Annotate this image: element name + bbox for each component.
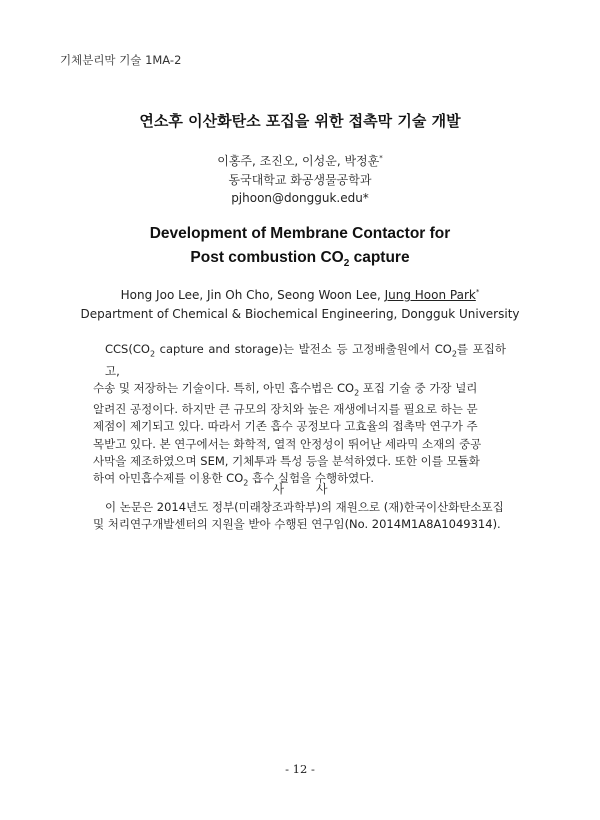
abstract-line: 알려진 공정이다. 하지만 큰 규모의 장치와 높은 재생에너지를 필요로 하는 문 xyxy=(93,402,478,417)
english-title xyxy=(0,222,600,276)
acknowledgement-body xyxy=(93,499,506,533)
author-email: pjhoon@dongguk.edu* xyxy=(231,191,369,205)
abstract-line: 하여 아민흡수제를 이용한 $CO_2$ 흡수 실험을 수행하였다. xyxy=(93,471,375,488)
corresponding-author: Jung Hoon Park xyxy=(384,288,476,302)
english-author-names: Hong Joo Lee, Jin Oh Cho, Seong Woon Lee, Jung Hoon Park* xyxy=(120,288,480,302)
korean-title: 연소후 이산화탄소 포집을 위한 접촉막 기술 개발 xyxy=(139,112,461,130)
korean-author-block xyxy=(0,152,600,208)
acknowledgement-line: 및 처리연구개발센터의 지원을 받아 수행된 연구임(No. 2014M1A8A1049314). xyxy=(93,517,501,532)
korean-affiliation: 동국대학교 화공생물공학과 xyxy=(228,172,372,187)
abstract-line: 수송 및 저장하는 기술이다. 특히, 아민 흡수법은 $CO_2$ 포집 기술 중 가장 널리 xyxy=(93,380,478,397)
abstract-line: $CCS(CO_2$ capture and storage)는 발전소 등 고정배출원에서 $CO_2$를 포집하고, xyxy=(105,342,506,378)
acknowledgement-heading: 사 사 xyxy=(272,482,342,496)
session-header: 기체분리막 기술 1MA-2 xyxy=(60,53,182,67)
abstract-body xyxy=(93,341,506,492)
abstract-line: 목받고 있다. 본 연구에서는 화학적, 열적 안정성이 뛰어난 세라믹 소재의 중공 xyxy=(93,436,482,451)
corresponding-mark: * xyxy=(379,154,383,162)
abstract-line: 제점이 제기되고 있다. 따라서 기존 흡수 공정보다 고효율의 접촉막 연구가 주 xyxy=(93,419,478,434)
english-affiliation: Department of Chemical & Biochemical Engineering, Dongguk University xyxy=(80,306,520,321)
english-title-line2: Post combustion $CO_2$ capture xyxy=(190,249,410,270)
korean-author-names: 이홍주, 조진오, 이성운, 박정훈* xyxy=(217,154,383,168)
english-title-line1: Development of Membrane Contactor for xyxy=(149,225,451,242)
acknowledgement-line: 이 논문은 2014년도 정부(미래창조과학부)의 재원으로 (재)한국이산화탄소포집 xyxy=(105,500,504,514)
english-author-block xyxy=(0,286,600,323)
page-number: - 12 - xyxy=(285,762,315,776)
abstract-line: 사막을 제조하였으며 SEM, 기체투과 특성 등을 분석하였다. 또한 이를 모듈화 xyxy=(93,453,480,468)
